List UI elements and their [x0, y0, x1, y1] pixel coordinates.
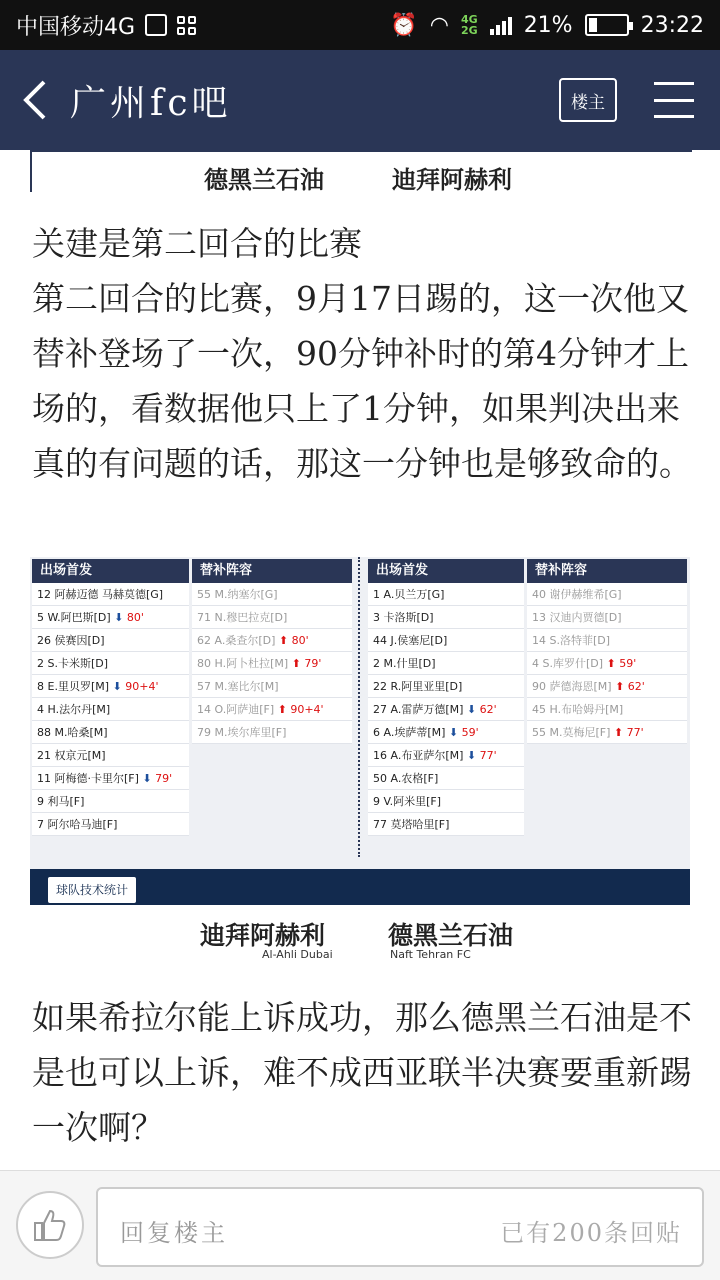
lineup-column-left-sub [192, 559, 352, 744]
team-name-away-en: Naft Tehran FC [390, 948, 471, 961]
lineup-row: 8 E.里贝罗[M] ⬇ 90+4' [32, 675, 189, 698]
lineup-row: 55 M.莫梅尼[F] ⬆ 77' [527, 721, 687, 744]
lineup-column-right-start [368, 559, 524, 836]
lineup-row: 57 M.塞比尔[M] [192, 675, 352, 698]
post-paragraph [32, 990, 692, 1155]
lineup-row: 79 M.埃尔库里[F] [192, 721, 352, 744]
post-paragraph [32, 216, 692, 491]
lineup-divider [358, 557, 360, 857]
lineup-column-right-sub [527, 559, 687, 744]
lineup-row: 50 A.农格[F] [368, 767, 524, 790]
louzhu-button[interactable]: 楼主 [559, 78, 617, 122]
wifi-icon: ◠ [429, 12, 449, 38]
lineup-row: 14 O.阿萨迪[F] ⬆ 90+4' [192, 698, 352, 721]
lineup-row: 88 M.哈桑[M] [32, 721, 189, 744]
lineup-row: 44 J.侯塞尼[D] [368, 629, 524, 652]
lineup-row: 3 卡洛斯[D] [368, 606, 524, 629]
alarm-icon: ⏰ [390, 12, 418, 38]
lineup-row: 7 阿尔哈马迪[F] [32, 813, 189, 836]
lineup-row: 2 S.卡米斯[D] [32, 652, 189, 675]
column-header: 出场首发 [368, 559, 524, 583]
team-name-away: 迪拜阿赫利 [392, 165, 512, 194]
lineup-row: 90 萨德海恩[M] ⬆ 62' [527, 675, 687, 698]
lineup-row: 6 A.埃萨蒂[M] ⬇ 59' [368, 721, 524, 744]
battery-label: 21% [523, 12, 573, 38]
apps-icon [177, 16, 196, 35]
menu-icon[interactable] [654, 82, 694, 118]
team-name-home: 迪拜阿赫利 [200, 921, 326, 950]
like-button[interactable] [16, 1191, 84, 1259]
lineup-row: 26 侯赛因[D] [32, 629, 189, 652]
network-top-label: 4G [461, 13, 478, 26]
column-header: 替补阵容 [527, 559, 687, 583]
status-bar [0, 0, 720, 50]
lineup-row: 11 阿梅德·卡里尔[F] ⬇ 79' [32, 767, 189, 790]
lineup-row: 9 利马[F] [32, 790, 189, 813]
lineup-row: 21 权京元[M] [32, 744, 189, 767]
thumbs-up-icon [31, 1206, 69, 1244]
lineup-row: 13 汉迪内贾德[D] [527, 606, 687, 629]
lineup-row: 9 V.阿米里[F] [368, 790, 524, 813]
match-header-image [30, 150, 690, 192]
stats-bar [30, 869, 690, 905]
team-stats-button[interactable]: 球队技术统计 [48, 877, 136, 903]
lineup-row: 12 阿赫迈德 马赫莫德[G] [32, 583, 189, 606]
carrier-label: 中国移动4G [16, 14, 136, 40]
image-icon [145, 14, 167, 36]
lineup-row: 45 H.布哈姆丹[M] [527, 698, 687, 721]
lineup-row: 55 M.纳塞尔[G] [192, 583, 352, 606]
lineup-row: 80 H.阿卜杜拉[M] ⬆ 79' [192, 652, 352, 675]
lineup-image [30, 557, 690, 905]
column-header: 出场首发 [32, 559, 189, 583]
lineup-row: 14 S.洛特菲[D] [527, 629, 687, 652]
lineup-row: 5 W.阿巴斯[D] ⬇ 80' [32, 606, 189, 629]
lineup-row: 27 A.雷萨万德[M] ⬇ 62' [368, 698, 524, 721]
post-content [0, 150, 720, 1170]
network-badge [461, 14, 478, 36]
reply-placeholder: 回复楼主 [120, 1219, 228, 1247]
team-name-home-en: Al-Ahli Dubai [262, 948, 333, 961]
reply-count: 已有200条回贴 [500, 1219, 682, 1247]
signal-icon [490, 15, 512, 35]
lineup-row: 40 谢伊赫维希[G] [527, 583, 687, 606]
lineup-row: 2 M.什里[D] [368, 652, 524, 675]
lineup-row: 77 莫塔哈里[F] [368, 813, 524, 836]
lineup-row: 4 H.法尔丹[M] [32, 698, 189, 721]
network-bottom-label: 2G [461, 24, 478, 37]
match-footer-image [30, 910, 690, 980]
column-header: 替补阵容 [192, 559, 352, 583]
reply-bar [0, 1170, 720, 1280]
reply-input[interactable] [96, 1187, 704, 1267]
lineup-row: 22 R.阿里亚里[D] [368, 675, 524, 698]
post-line: 如果希拉尔能上诉成功，那么德黑兰石油是不是也可以上诉，难不成西亚联半决赛要重新踢一次啊？ [32, 998, 692, 1147]
chevron-left-icon [20, 78, 50, 122]
lineup-row: 71 N.穆巴拉克[D] [192, 606, 352, 629]
team-name-home: 德黑兰石油 [204, 165, 324, 194]
battery-icon [585, 14, 629, 36]
post-line: 关建是第二回合的比赛 第二回合的比赛，9月17日踢的，这一次他又替补登场了一次，90分钟补时的第4分钟才上场的，看数据他只上了1分钟，如果判决出来真的有问题的话，那这一分钟也是够致命的。 [32, 224, 692, 483]
back-button[interactable] [0, 50, 70, 150]
app-bar [0, 50, 720, 150]
lineup-row: 62 A.桑查尔[D] ⬆ 80' [192, 629, 352, 652]
team-name-away: 德黑兰石油 [388, 921, 514, 950]
lineup-row: 16 A.布亚萨尔[M] ⬇ 77' [368, 744, 524, 767]
clock-label: 23:22 [640, 12, 704, 38]
lineup-column-left-start [32, 559, 189, 836]
forum-title: 广州fc吧 [70, 82, 232, 124]
lineup-row: 4 S.库罗什[D] ⬆ 59' [527, 652, 687, 675]
lineup-row: 1 A.贝兰万[G] [368, 583, 524, 606]
